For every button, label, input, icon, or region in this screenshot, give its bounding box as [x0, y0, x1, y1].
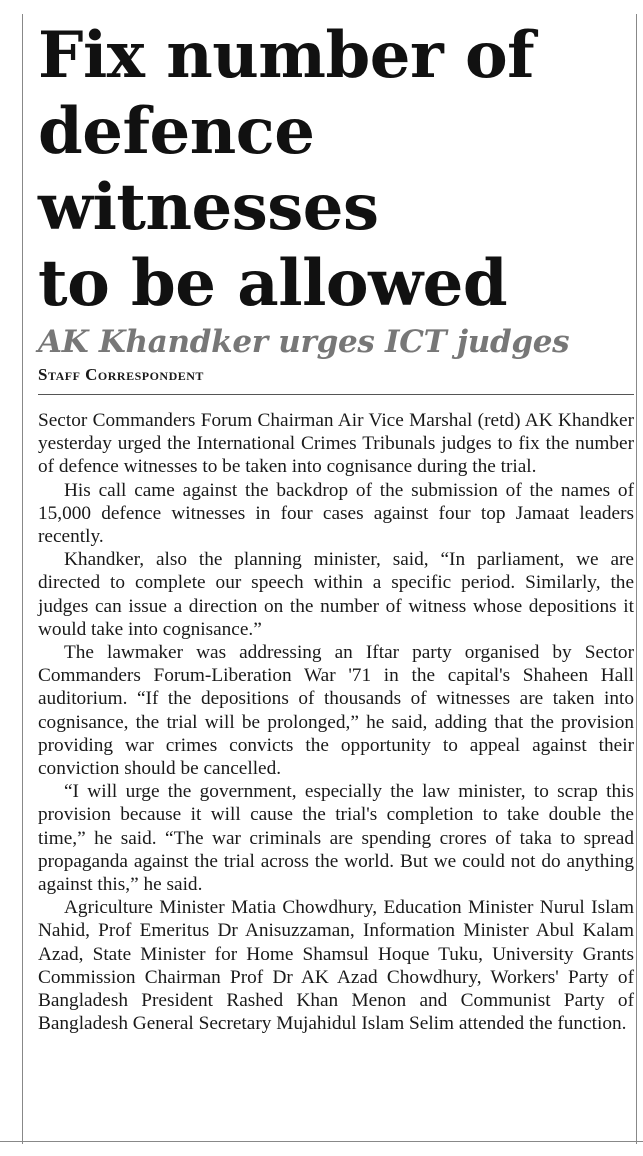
paragraph-6: Agriculture Minister Matia Chowdhury, Education Minister Nurul Islam Nahid, Prof Emeritus Dr Anisuzzaman, Information Minister Abul Kalam Azad, State Minister for Home Shamsul Hoque Tuku, University Grants Commission Chairman Prof Dr AK Azad Chowdhury, Workers' Party of Bangladesh President Rashed Khan Menon and Communist Party of Bangladesh General Secretary Mujahidul Islam Selim attended the function. [38, 897, 634, 1035]
headline [38, 18, 634, 322]
paragraph-5: “I will urge the government, especially the law minister, to scrap this provision because it will cause the trial's completion to take double the time,” he said. “The war criminals are spending crores of taka to spread propaganda against the trial across the world. But we could not do anything against this,” he said. [38, 781, 634, 896]
column-rule-bottom [0, 1141, 643, 1142]
paragraph-3: Khandker, also the planning minister, said, “In parliament, we are directed to complete our speech within a specific period. Similarly, the judges can issue a direction on the number of witness whose depositions it would take into cognisance.” [38, 549, 634, 640]
column-rule-right [636, 14, 637, 1144]
subheadline: AK Khandker urges ICT judges [38, 324, 570, 360]
headline-line-3: to be allowed [38, 246, 508, 321]
paragraph-2: His call came against the backdrop of the submission of the names of 15,000 defence witnesses in four cases against four top Jamaat leaders recently. [38, 479, 634, 548]
paragraph-4: The lawmaker was addressing an Iftar party organised by Sector Commanders Forum-Liberation War '71 in the capital's Shaheen Hall auditorium. “If the depositions of thousands of witnesses are taken into cognisance, the trial will be prolonged,” he said, adding that the provision providing war crimes convicts the opportunity to appeal against their conviction should be cancelled. [38, 642, 634, 780]
column-rule-left [22, 14, 23, 1144]
headline-line-2: defence witnesses [38, 94, 379, 245]
article-body [38, 409, 634, 1035]
headline-line-1: Fix number of [38, 18, 535, 93]
paragraph-1: Sector Commanders Forum Chairman Air Vice Marshal (retd) AK Khandker yesterday urged the International Crimes Tribunals judges to fix the number of defence witnesses to be taken into cognisance during the trial. [38, 410, 634, 478]
byline: Staff Correspondent [38, 364, 634, 395]
news-article [38, 18, 634, 1035]
